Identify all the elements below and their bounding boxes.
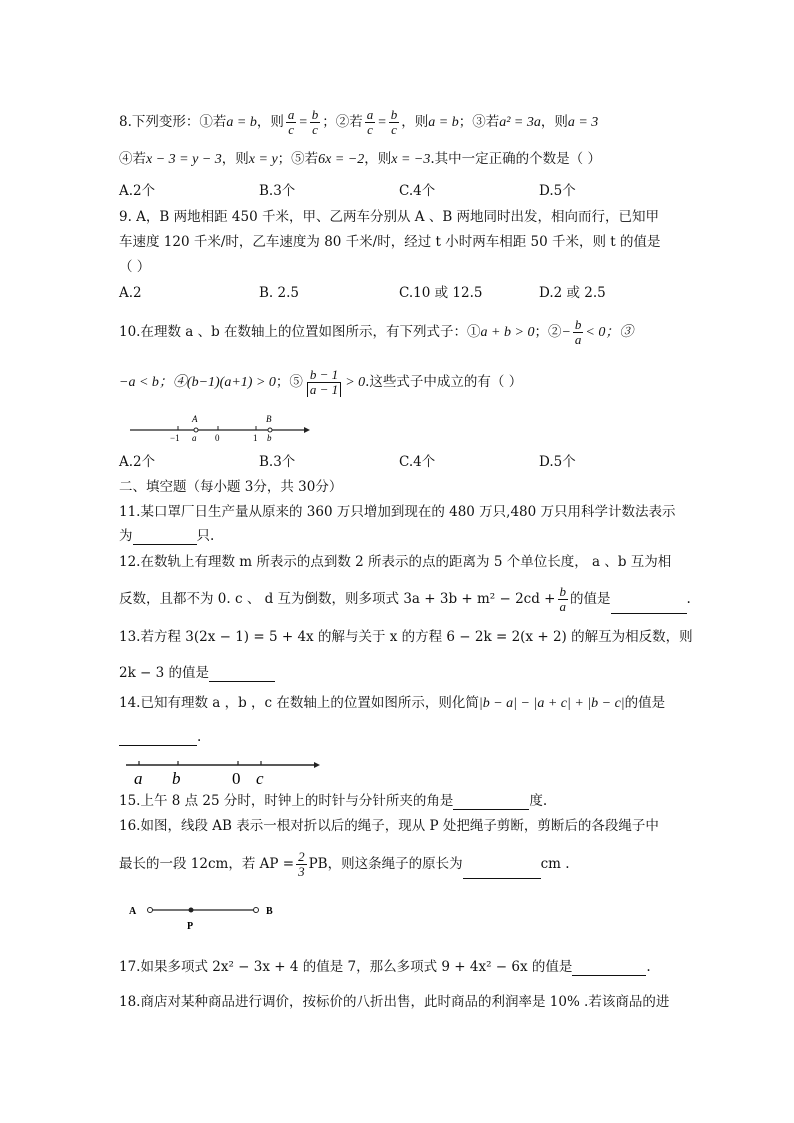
q16-line1: 16.如图，线段 AB 表示一根对折以后的绳子，现从 P 处把绳子剪断，剪断后的各段绳子中: [119, 818, 659, 834]
q15-answer-blank[interactable]: [453, 795, 529, 810]
q9-line1: 9. A，B 两地相距 450 千米，甲、乙两车分别从 A 、B 两地同时出发，相向而行，已知甲: [119, 209, 660, 225]
q9-option-b: B. 2.5: [259, 285, 299, 301]
axis-label-A: A: [192, 414, 198, 424]
fig-label-P: P: [187, 921, 194, 932]
fraction-b-over-c: $\frac{b}{c}$: [311, 107, 319, 137]
axis-label-c: c: [256, 769, 264, 788]
axis-label-1: 1: [253, 433, 258, 443]
q17-answer-blank[interactable]: [572, 961, 646, 976]
q10-number-line-figure: [126, 410, 311, 446]
q10-option-c: C.4个: [399, 454, 436, 470]
axis-label-a: a: [192, 433, 197, 443]
fig-label-A: A: [129, 906, 137, 917]
fraction-2-over-3: $\frac{2}{3}$: [298, 849, 305, 879]
q8-line1: 8.下列变形：①若a = b，则 $\frac{a}{c}$ = $\frac{b}{c}$ ；②若 $\frac{a}{c}$ = $\frac{b}{c}$ ，则a = b；③若a² = 3a，则a = 3: [119, 107, 599, 137]
q14-number-line-figure: [122, 757, 322, 789]
q10-option-a: A.2个: [119, 454, 156, 470]
fraction-b-minus-1-over-abs: $\frac{b - 1}{a - 1}$: [305, 368, 343, 397]
q18-line1: 18.商店对某种商品进行调价，按标价的八折出售，此时商品的利润率是 10% .若该商品的进: [119, 994, 670, 1010]
q16-line2: 最长的一段 12cm，若 AP = $\frac{2}{3}$ PB，则这条绳子的原长为 cm .: [119, 849, 570, 879]
axis-label-0: 0: [215, 433, 220, 443]
fraction-b-over-c-2: $\frac{b}{c}$: [390, 107, 398, 137]
q12-answer-blank[interactable]: [611, 599, 687, 614]
axis-label-b: b: [267, 433, 272, 443]
q10-line2: −a < b；④(b−1)(a+1) > 0；⑤ $\frac{b - 1}{a - 1}$ > 0.这些式子中成立的有（ ）: [119, 367, 523, 397]
fraction-a-over-c: $\frac{a}{c}$: [287, 107, 295, 137]
q12-line1: 12.在数轨上有理数 m 所表示的点到数 2 所表示的点的距离为 5 个单位长度， a 、b 互为相: [119, 554, 672, 570]
q13-answer-blank[interactable]: [209, 667, 275, 682]
fraction-a-over-c-2: $\frac{a}{c}$: [366, 107, 374, 137]
q16-answer-blank[interactable]: [463, 864, 541, 879]
q15-line1: 15.上午 8 点 25 分时，时钟上的时针与分针所夹的角是 度.: [119, 793, 548, 809]
q8-option-b: B.3个: [259, 183, 296, 199]
q9-option-c: C.10 或 12.5: [399, 285, 483, 301]
q8-option-c: C.4个: [399, 183, 436, 199]
math-a-eq-b: a = b: [226, 115, 257, 130]
q8-option-d: D.5个: [539, 183, 576, 199]
axis-label-neg1: −1: [170, 433, 180, 443]
q10-option-d: D.5个: [539, 454, 576, 470]
q9-option-a: A.2: [119, 285, 142, 301]
q13-line1: 13.若方程 3(2x − 1) = 5 + 4x 的解与关于 x 的方程 6 − 2k = 2(x + 2) 的解互为相反数，则: [119, 629, 693, 645]
fraction-b-over-a: $\frac{b}{a}$: [574, 317, 582, 347]
q8-option-a: A.2个: [119, 183, 156, 199]
q9-option-d: D.2 或 2.5: [539, 285, 606, 301]
q9-line2: 车速度 120 千米/时，乙车速度为 80 千米/时，经过 t 小时两车相距 50 千米，则 t 的值是: [119, 234, 661, 250]
q17-line1: 17.如果多项式 2x² − 3x + 4 的值是 7，那么多项式 9 + 4x² − 6x 的值是 .: [119, 959, 651, 975]
q16-segment-figure: [126, 900, 286, 934]
q11-line1: 11.某口罩厂日生产量从原来的 360 万只增加到现在的 480 万只,480 万只用科学计数法表示: [119, 504, 676, 520]
q8-line2: ④若x − 3 = y − 3，则x = y；⑤若6x = −2，则x = −3.其中一定正确的个数是（ ）: [119, 151, 601, 167]
axis-label-0: 0: [232, 769, 241, 788]
q14-answer-blank[interactable]: [119, 731, 197, 746]
fig-label-B: B: [266, 906, 273, 917]
q14-line1: 14.已知有理数 a ，b ，c 在数轴上的位置如图所示，则化简|b − a| − |a + c| + |b − c|的值是: [119, 695, 666, 711]
q10-option-b: B.3个: [259, 454, 296, 470]
section-heading-fill-in: 二、填空题（每小题 3分，共 30分）: [119, 479, 343, 495]
axis-label-a: a: [134, 769, 143, 788]
q11-answer-blank[interactable]: [133, 530, 197, 545]
q10-line1: 10.在理数 a 、b 在数轴上的位置如图所示，有下列式子：①a + b > 0；②− $\frac{b}{a}$ < 0；③: [119, 317, 634, 347]
q9-line3: （ ）: [119, 259, 151, 275]
q14-line2: .: [119, 728, 201, 746]
q12-line2: 反数，且都不为 0. c 、 d 互为倒数，则多项式 3a + 3b + m² − 2cd + $\frac{b}{a}$ 的值是 .: [119, 584, 691, 614]
fraction-b-over-a-q12: $\frac{b}{a}$: [559, 584, 566, 614]
q13-line2: 2k − 3 的值是: [119, 664, 275, 682]
axis-label-b: b: [172, 769, 181, 788]
q11-line2: 为 只.: [119, 528, 215, 544]
axis-label-B: B: [266, 414, 272, 424]
